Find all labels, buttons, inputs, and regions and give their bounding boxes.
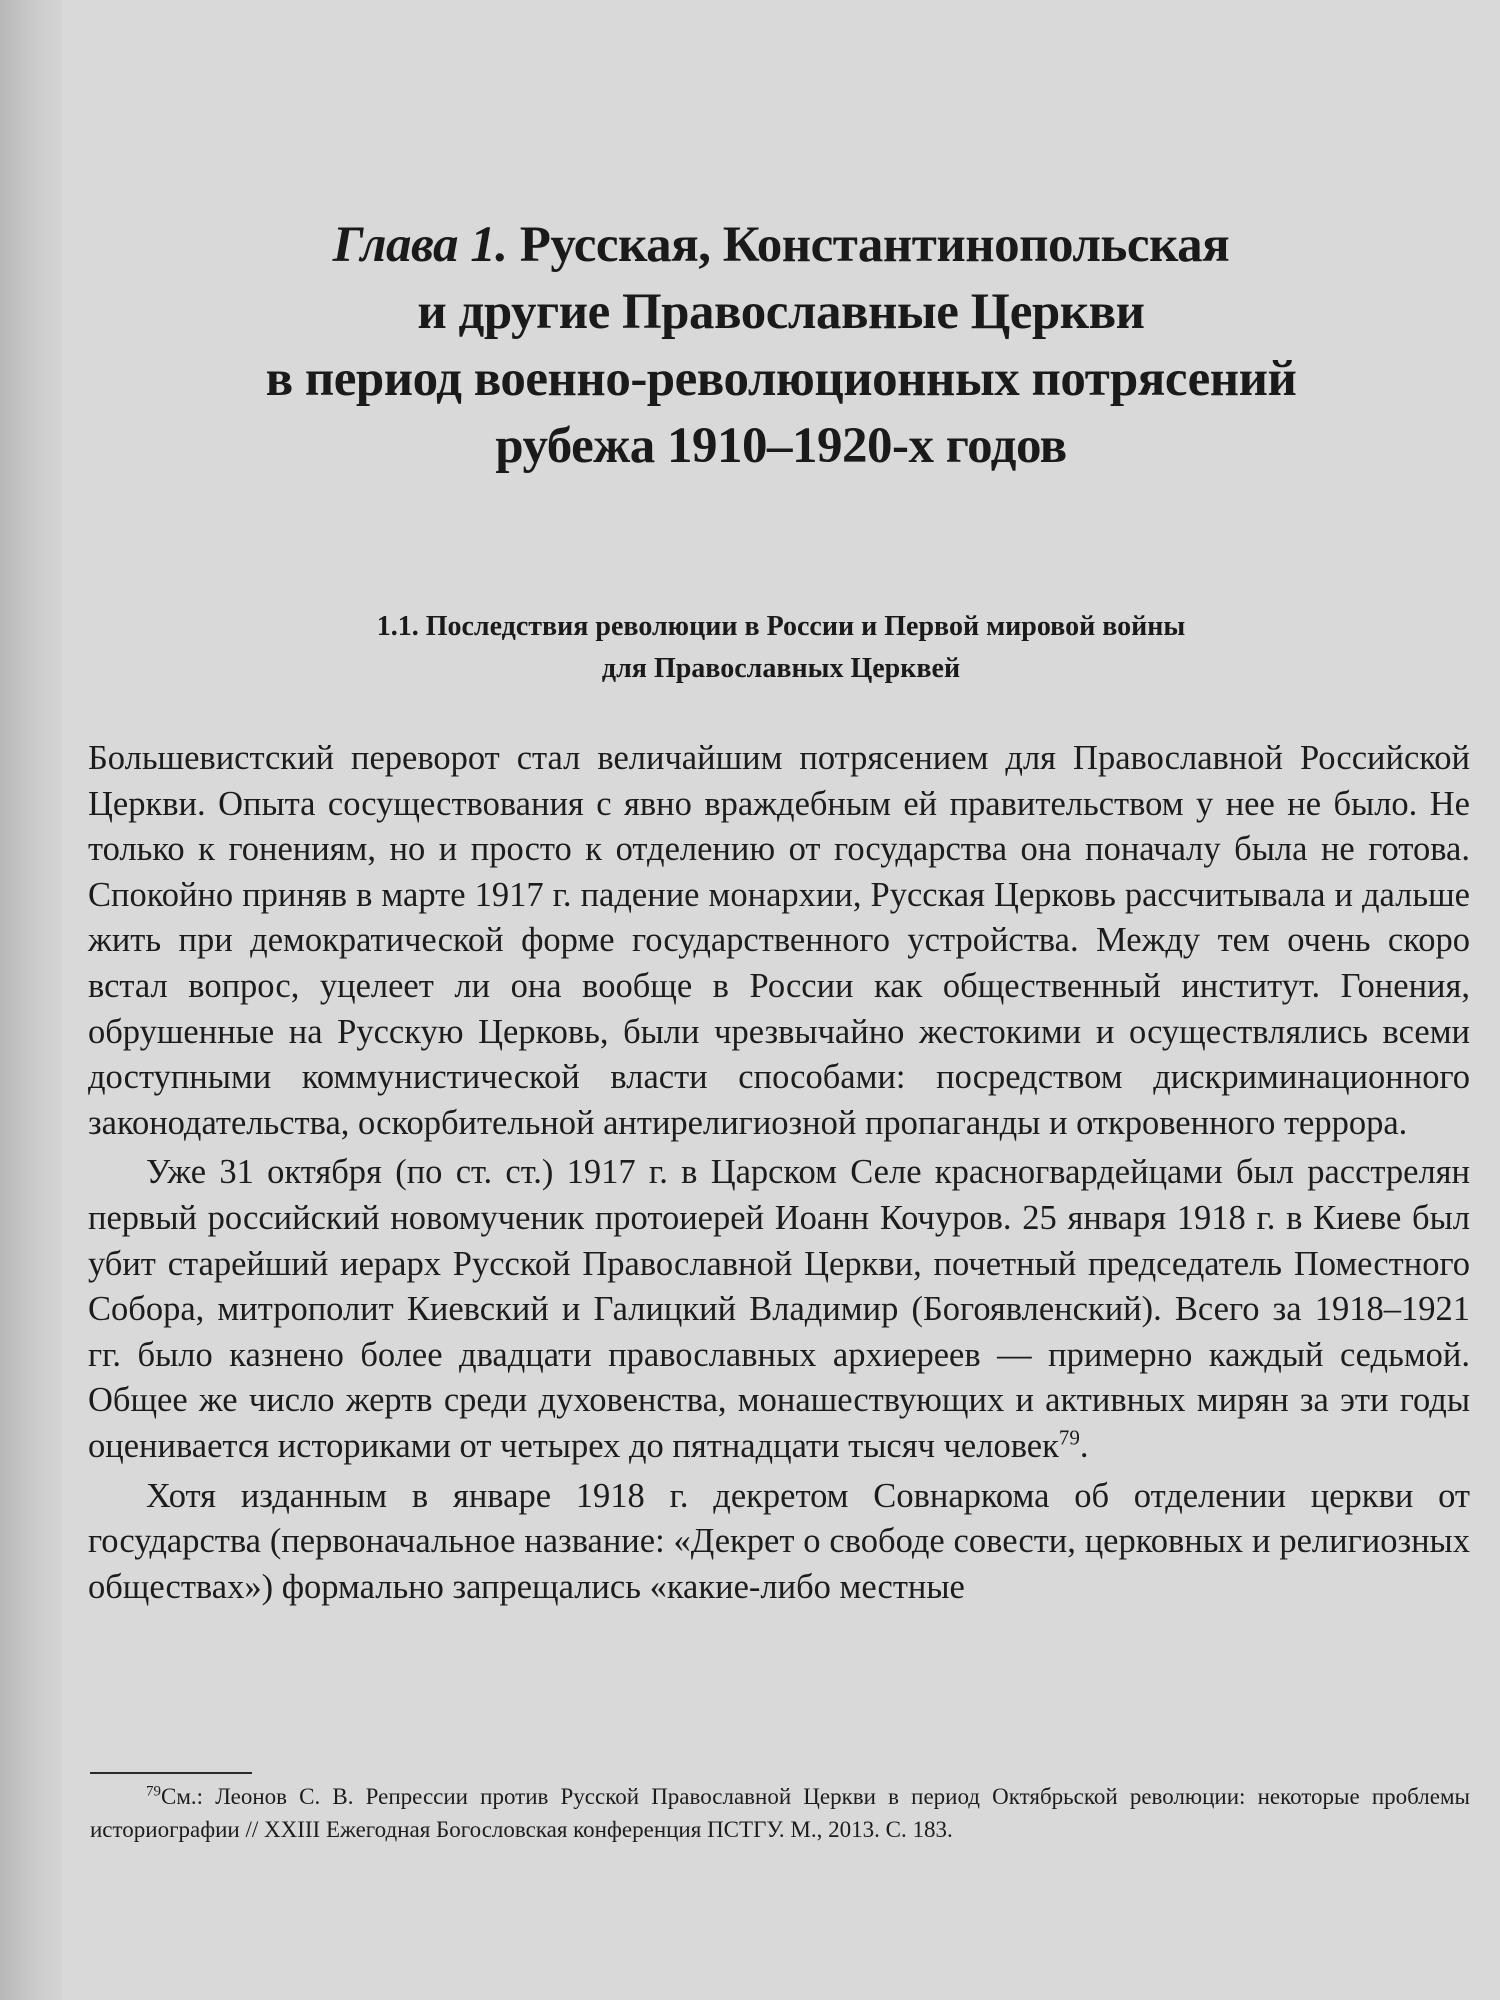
body-text bbox=[88, 736, 1470, 1614]
footnote-divider bbox=[90, 1772, 252, 1774]
footnote bbox=[90, 1780, 1470, 1846]
chapter-title-line-2: и другие Православные Церкви bbox=[417, 284, 1145, 340]
footnote-text: См.: Леонов С. В. Репрессии против Русской Православной Церкви в период Октябрьской революции: некоторые проблемы историографии // XXIII Ежегодная Богословская конференция ПСТГУ. М., 2013. С. 183. bbox=[90, 1784, 1470, 1842]
section-title bbox=[62, 606, 1500, 690]
page-gutter-shadow bbox=[0, 0, 62, 2000]
chapter-label: Глава 1. bbox=[332, 217, 508, 273]
section-title-line-2: для Православных Церквей bbox=[601, 653, 961, 684]
book-page bbox=[62, 0, 1500, 2000]
footnote-number: 79 bbox=[146, 1783, 161, 1800]
chapter-title-text-1: Русская, Константинопольская bbox=[519, 217, 1230, 273]
chapter-title bbox=[62, 212, 1500, 480]
section-title-line-1: 1.1. Последствия революции в России и Первой мировой войны bbox=[376, 611, 1186, 642]
footnote-reference: 79 bbox=[1058, 1425, 1080, 1450]
chapter-title-line-1 bbox=[62, 212, 1500, 279]
chapter-title-line-4: рубежа 1910–1920-х годов bbox=[495, 418, 1067, 474]
paragraph-1: Большевистский переворот стал величайшим потрясением для Православной Российской Церкви. Опыта сосуществования с явно враждебным ей правительством у нее не было. Не только к гонениям, но и просто к отделению от государства она поначалу была не готова. Спокойно приняв в марте 1917 г. падение монархии, Русская Церковь рассчитывала и дальше жить при демократической форме государственного устройства. Между тем очень скоро встал вопрос, уцелеет ли она вообще в России как общественный институт. Гонения, обрушенные на Русскую Церковь, были чрезвычайно жестокими и осуществлялись всеми доступными коммунистической власти способами: посредством дискриминационного законодательства, оскорбительной антирелигиозной пропаганды и откровенного террора. bbox=[88, 739, 1470, 1142]
chapter-title-line-3: в период военно-революционных потрясений bbox=[265, 351, 1297, 407]
paragraph-3: Хотя изданным в январе 1918 г. декретом Совнаркома об отделении церкви от государства (первоначальное название: «Декрет о свободе совести, церковных и религиозных обществах») формально запрещались «какие-либо местные bbox=[88, 1476, 1470, 1606]
paragraph-2-text: Уже 31 октября (по ст. ст.) 1917 г. в Царском Селе красногвардейцами был расстрелян первый российский новомученик протоиерей Иоанн Кочуров. 25 января 1918 г. в Киеве был убит старейший иерарх Русской Православной Церкви, почетный председатель Поместного Собора, митрополит Киевский и Галицкий Владимир (Богоявленский). Всего за 1918–1921 гг. было казнено более двадцати православных архиереев — примерно каждый седьмой. Общее же число жертв среди духовенства, монашествующих и активных мирян за эти годы оценивается историками от четырех до пятнадцати тысяч человек bbox=[88, 1153, 1470, 1465]
paragraph-2: Уже 31 октября (по ст. ст.) 1917 г. в Царском Селе красногвардейцами был расстрелян первый российский новомученик протоиерей Иоанн Кочуров. 25 января 1918 г. в Киеве был убит старейший иерарх Русской Православной Церкви, почетный председатель Поместного Собора, митрополит Киевский и Галицкий Владимир (Богоявленский). Всего за 1918–1921 гг. было казнено более двадцати православных архиереев — примерно каждый седьмой. Общее же число жертв среди духовенства, монашествующих и активных мирян за эти годы оценивается историками от четырех до пятнадцати тысяч человек$^{79}$. bbox=[88, 1153, 1470, 1465]
